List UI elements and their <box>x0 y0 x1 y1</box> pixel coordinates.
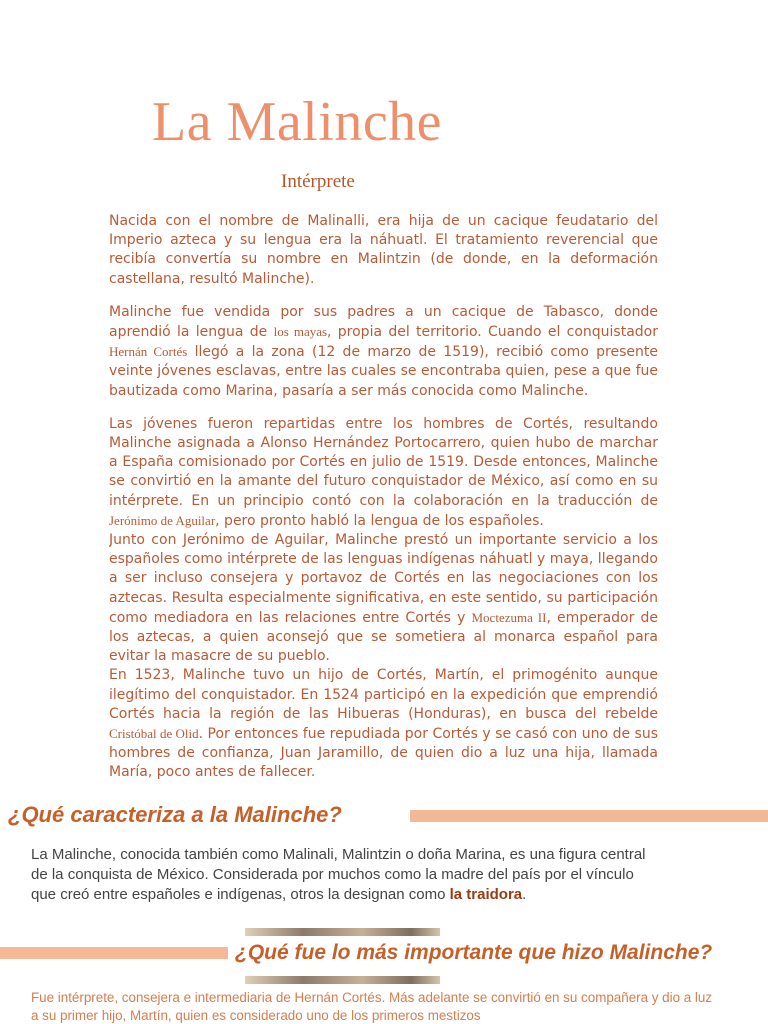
text-run: llegó a la zona (12 de marzo de 1519), recibió como presente veinte jóvenes esclavas, entre las cuales se encontraba quien, pese a que fue bautizada como Marina, pasaría a ser más conocida como Malinche. <box>109 344 658 399</box>
portrait-image-bottom <box>245 976 440 984</box>
link-hernan-cortes: Hernán Cortés <box>109 344 188 360</box>
article-paragraph <box>109 415 658 531</box>
section-heading-importante: ¿Qué fue lo más importante que hizo Malinche? <box>235 941 713 964</box>
page-title: La Malinche <box>152 91 443 153</box>
text-run: La Malinche, conocida también como Malinali, Malintzin o doña Marina, es una figura central de la conquista de México. Considerada por muchos como la madre del país por el vínculo que creó entre españoles e indígenas, otros la designan como <box>31 846 646 903</box>
text-run: En 1523, Malinche tuvo un hijo de Cortés, Martín, el primogénito aunque ilegítimo del conquistador. En 1524 participó en la expedición que emprendió Cortés hacia la región de las Hibueras (Honduras), en busca del rebelde <box>109 667 658 722</box>
article-paragraph <box>109 666 658 782</box>
article-paragraph <box>109 303 658 401</box>
portrait-image-top <box>245 928 440 936</box>
section-paragraph: Fue intérprete, consejera e intermediaria de Hernán Cortés. Más adelante se convirtió en su compañera y dio a luz a su primer hijo, Martín, quien es considerado uno de los primeros mestizos <box>31 990 713 1023</box>
link-cristobal-de-olid: Cristóbal de Olid <box>109 726 199 742</box>
text-run: , propia del territorio. Cuando el conquistador <box>327 324 658 341</box>
section-paragraph <box>31 845 661 920</box>
link-los-mayas: los mayas <box>273 324 328 340</box>
article-body <box>109 212 658 796</box>
text-run: Malinche fue vendida por sus padres a un cacique de Tabasco, donde aprendió la lengua de <box>109 303 658 341</box>
section-accent-bar <box>410 810 768 822</box>
section-heading-caracteriza: ¿Qué caracteriza a la Malinche? <box>8 802 342 827</box>
link-jeronimo-de-aguilar: Jerónimo de Aguilar <box>109 512 216 528</box>
article-paragraph: Nacida con el nombre de Malinalli, era hija de un cacique feudatario del Imperio azteca y su lengua era la náhuatl. El tratamiento reverencial que recibía convertía su nombre en Malintzin (de donde, en la deformación castellana, resultó Malinche). <box>109 213 658 287</box>
text-run: Las jóvenes fueron repartidas entre los hombres de Cortés, resultando Malinche asignada a Alonso Hernández Portocarrero, quien hubo de marchar a España comisionado por Cortés en julio de 1519. Desde entonces, Malinche se convirtió en la amante del futuro conquistador de México, así como en su intérprete. En un principio contó con la colaboración en la traducción de <box>109 415 658 509</box>
text-run: Junto con Jerónimo de Aguilar, Malinche prestó un importante servicio a los españoles como intérprete de las lenguas indígenas náhuatl y maya, llegando a ser incluso consejera y portavoz de Cortés en las negociaciones con los aztecas. Resulta especialmente significativa, en este sentido, su participación como mediadora en las relaciones entre Cortés y <box>109 532 658 626</box>
link-moctezuma-ii: Moctezuma II <box>471 609 547 625</box>
text-run: . <box>522 886 527 903</box>
text-run: . Por entonces fue repudiada por Cortés y se casó con uno de sus hombres de confianza, Juan Jaramillo, de quien dio a luz una hija, llamada María, poco antes de fallecer. <box>109 726 658 781</box>
emphasis-la-traidora: la traidora <box>449 886 523 903</box>
text-run: , pero pronto habló la lengua de los españoles. <box>215 512 544 529</box>
article-paragraph <box>109 531 658 666</box>
text-run: , emperador de los aztecas, a quien aconsejó que se sometiera al monarca español para evitar la masacre de su pueblo. <box>109 609 658 665</box>
page-subtitle: Intérprete <box>281 171 355 192</box>
section-accent-bar <box>0 947 228 959</box>
